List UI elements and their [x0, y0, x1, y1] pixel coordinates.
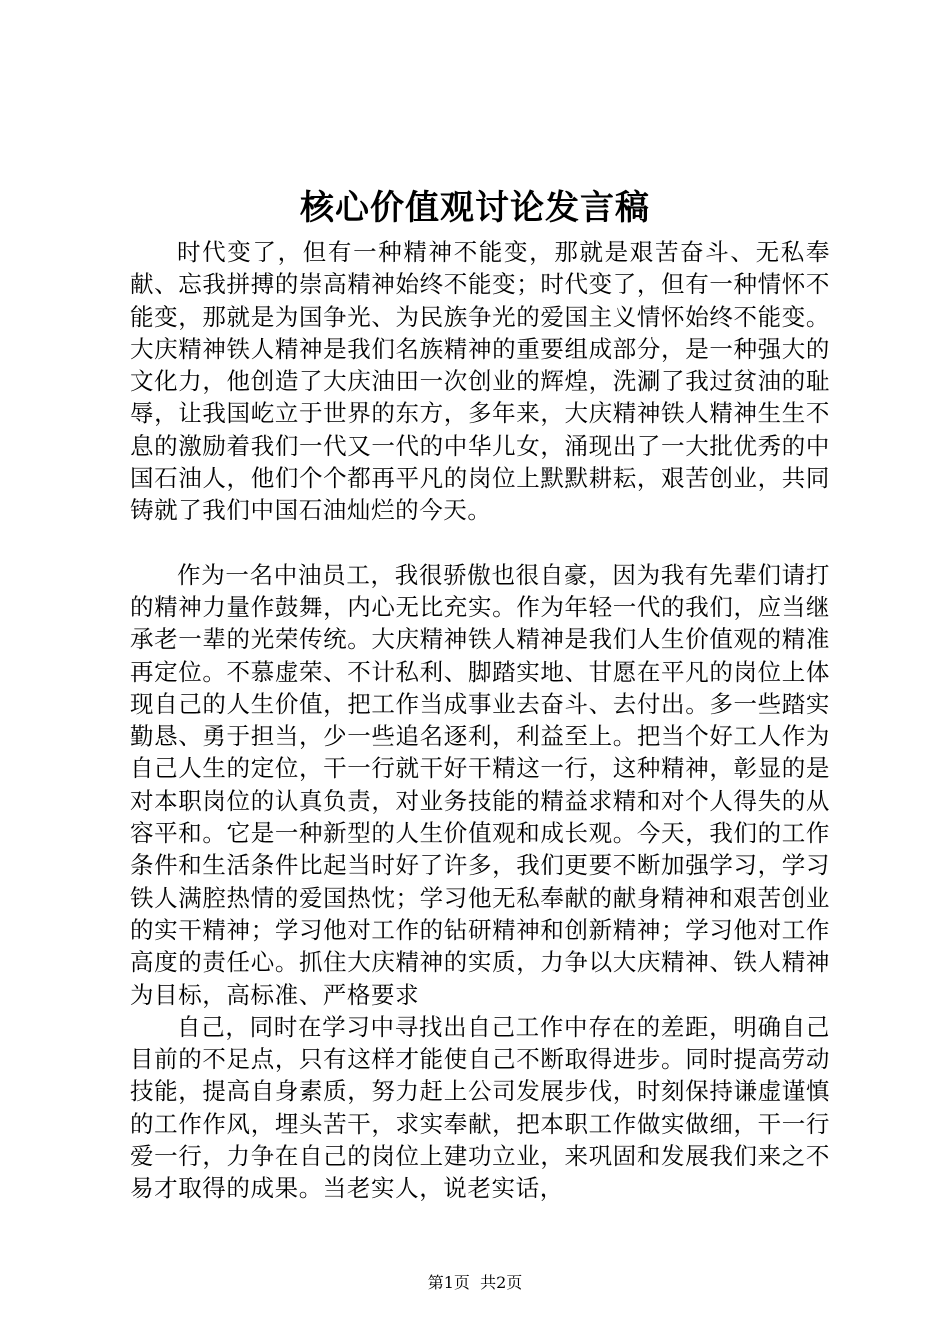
- paragraph-spacer: [130, 527, 830, 559]
- document-title: 核心价值观讨论发言稿: [300, 188, 650, 228]
- paragraph-1: 时代变了，但有一种精神不能变，那就是艰苦奋斗、无私奉献、忘我拼搏的崇高精神始终不能变；时代变了，但有一种情怀不能变，那就是为国争光、为民族争光的爱国主义情怀始终不能变。大庆精神铁人精神是我们名族精神的重要组成部分，是一种强大的文化力，他创造了大庆油田一次创业的辉煌，洗涮了我过贫油的耻辱，让我国屹立于世界的东方，多年来，大庆精神铁人精神生生不息的激励着我们一代又一代的中华儿女，涌现出了一大批优秀的中国石油人，他们个个都再平凡的岗位上默默耕耘，艰苦创业，共同铸就了我们中国石油灿烂的今天。: [130, 238, 830, 525]
- paragraph-3: 自己，同时在学习中寻找出自己工作中存在的差距，明确自己目前的不足点，只有这样才能使自己不断取得进步。同时提高劳动技能，提高自身素质，努力赶上公司发展步伐，时刻保持谦虚谨慎的工作作风，埋头苦干，求实奉献，把本职工作做实做细，干一行爱一行，力争在自己的岗位上建功立业，来巩固和发展我们来之不易才取得的成果。当老实人，说老实话，: [130, 1012, 830, 1203]
- paragraph-2: 作为一名中油员工，我很骄傲也很自豪，因为我有先辈们请打的精神力量作鼓舞，内心无比充实。作为年轻一代的我们，应当继承老一辈的光荣传统。大庆精神铁人精神是我们人生价值观的精准再定位。不慕虚荣、不计私利、脚踏实地、甘愿在平凡的岗位上体现自己的人生价值，把工作当成事业去奋斗、去付出。多一些踏实勤恳、勇于担当，少一些追名逐利，利益至上。把当个好工人作为自己人生的定位，干一行就干好干精这一行，这种精神，彰显的是对本职岗位的认真负责，对业务技能的精益求精和对个人得失的从容平和。它是一种新型的人生价值观和成长观。今天，我们的工作条件和生活条件比起当时好了许多，我们更要不断加强学习，学习铁人满腔热情的爱国热忱；学习他无私奉献的献身精神和艰苦创业的实干精神；学习他对工作的钻研精神和创新精神；学习他对工作高度的责任心。抓住大庆精神的实质，力争以大庆精神、铁人精神为目标，高标准、严格要求: [130, 560, 830, 1009]
- document-body: [130, 236, 830, 1205]
- page-footer: 第1页 共2页: [427, 1273, 523, 1292]
